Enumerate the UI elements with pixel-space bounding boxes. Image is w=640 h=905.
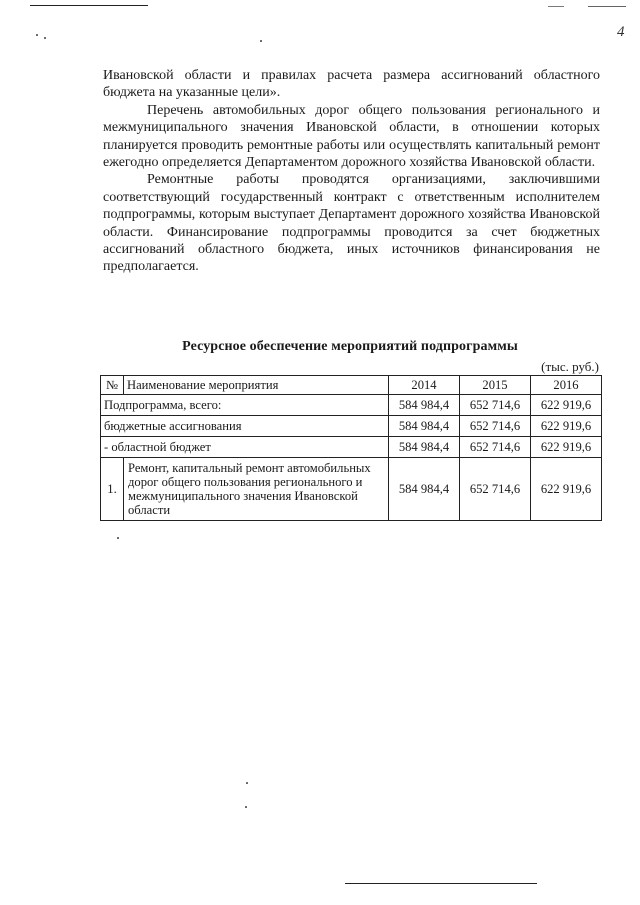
row-value: 584 984,4 bbox=[389, 416, 460, 437]
row-value: 652 714,6 bbox=[460, 416, 531, 437]
scan-edge-line bbox=[588, 6, 626, 7]
header-year: 2016 bbox=[531, 376, 602, 395]
row-num: 1. bbox=[101, 458, 124, 521]
scan-edge-line bbox=[345, 883, 537, 884]
row-value: 584 984,4 bbox=[389, 458, 460, 521]
row-name: - областной бюджет bbox=[101, 437, 389, 458]
row-value: 652 714,6 bbox=[460, 437, 531, 458]
row-value: 652 714,6 bbox=[460, 395, 531, 416]
scan-edge-line bbox=[548, 6, 564, 7]
scan-edge-line bbox=[30, 5, 148, 6]
header-num: № bbox=[101, 376, 124, 395]
header-year: 2014 bbox=[389, 376, 460, 395]
scan-speck bbox=[260, 40, 262, 42]
scan-speck bbox=[117, 537, 119, 539]
row-value: 584 984,4 bbox=[389, 437, 460, 458]
scan-speck bbox=[44, 37, 46, 39]
row-name: Ремонт, капитальный ремонт автомобильных дорог общего пользования регионального и межмуниципального значения Ивановской области bbox=[124, 458, 389, 521]
row-value: 622 919,6 bbox=[531, 416, 602, 437]
header-year: 2015 bbox=[460, 376, 531, 395]
row-value: 622 919,6 bbox=[531, 437, 602, 458]
table-title: Ресурсное обеспечение мероприятий подпрограммы bbox=[182, 339, 518, 354]
row-name: Подпрограмма, всего: bbox=[101, 395, 389, 416]
row-value: 622 919,6 bbox=[531, 458, 602, 521]
row-value: 622 919,6 bbox=[531, 395, 602, 416]
units-label: (тыс. руб.) bbox=[541, 359, 599, 374]
row-value: 584 984,4 bbox=[389, 395, 460, 416]
table-header-row bbox=[101, 376, 602, 395]
body-text bbox=[103, 67, 600, 276]
paragraph: Перечень автомобильных дорог общего пользования регионального и межмуниципального значения Ивановской области, в отношении которых планируется проводить ремонтные работы или осуществлять капитальный ремонт ежегодно определяется Департаментом дорожного хозяйства Ивановской области. bbox=[103, 102, 600, 171]
table-row bbox=[101, 458, 602, 521]
row-value: 652 714,6 bbox=[460, 458, 531, 521]
table-row bbox=[101, 416, 602, 437]
table-row bbox=[101, 437, 602, 458]
scan-speck bbox=[246, 782, 248, 784]
scan-speck bbox=[245, 806, 247, 808]
row-name: бюджетные ассигнования bbox=[101, 416, 389, 437]
paragraph: Ремонтные работы проводятся организациями, заключившими соответствующий государственный контракт с ответственным исполнителем подпрограммы, которым выступает Департамент дорожного хозяйства Ивановской области. Финансирование подпрограммы проводится за счет бюджетных ассигнований областного бюджета, иных источников финансирования не предполагается. bbox=[103, 172, 600, 275]
resource-table bbox=[100, 375, 602, 521]
scan-speck bbox=[36, 34, 38, 36]
table-row bbox=[101, 395, 602, 416]
paragraph: Ивановской области и правилах расчета размера ассигнований областного бюджета на указанные цели». bbox=[103, 68, 600, 101]
header-name: Наименование мероприятия bbox=[124, 376, 389, 395]
page-number: 4 bbox=[617, 24, 625, 40]
